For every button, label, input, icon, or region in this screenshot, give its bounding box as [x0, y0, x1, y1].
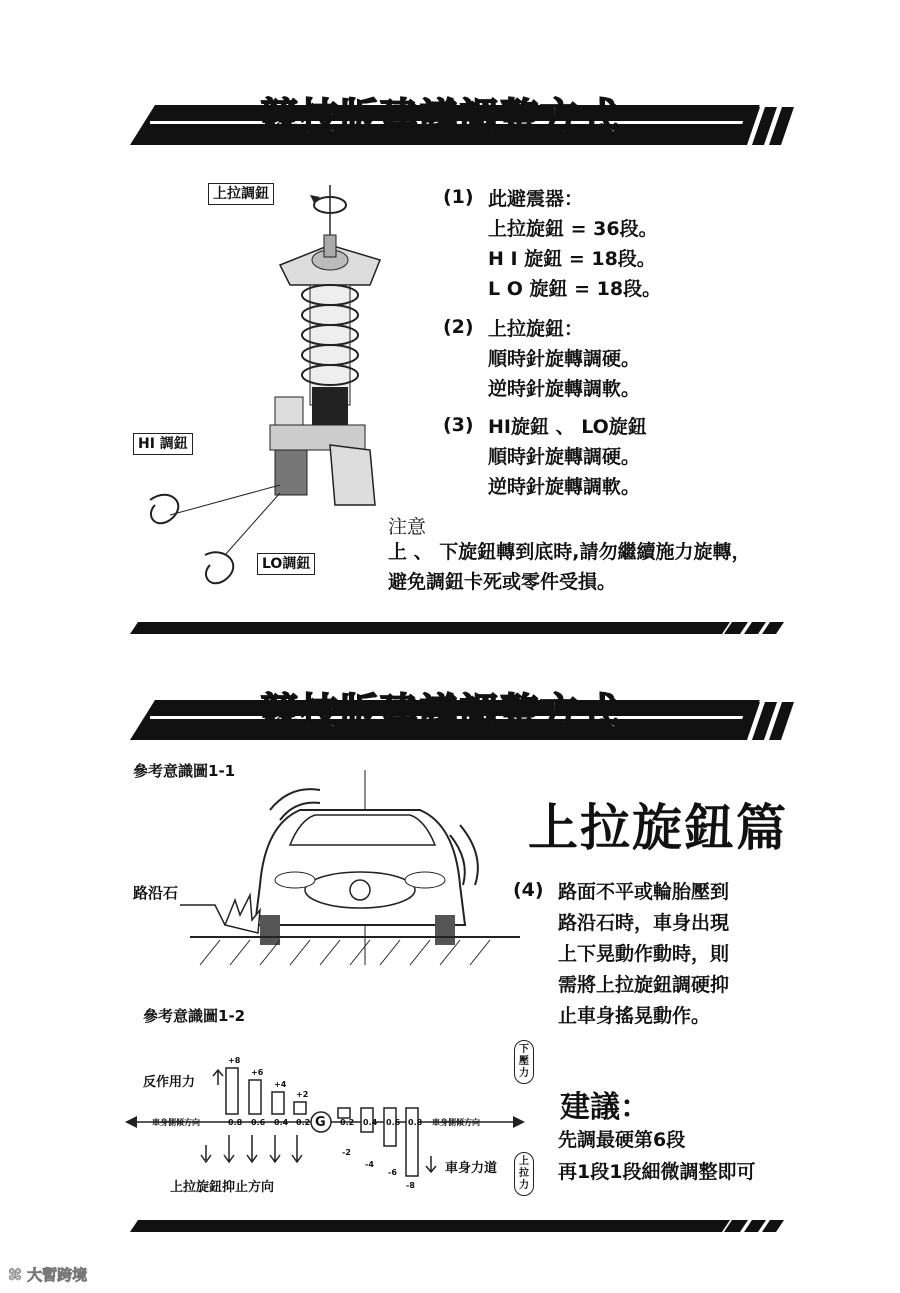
section2-divider [0, 1216, 900, 1236]
shock-absorber-illustration [130, 175, 390, 605]
up-tick-3: 0.4 [274, 1118, 289, 1127]
note-title: 注意 [388, 516, 427, 538]
reaction-force-label: 反作用力 [143, 1075, 196, 1090]
curb-label: 路沿石 [133, 884, 179, 902]
suggest-text: 先調最硬第6段 再1段1段細微調整即可 [558, 1129, 756, 1183]
down-value-1: -2 [342, 1148, 351, 1157]
watermark: ⌘ 大暫跨境 [8, 1266, 88, 1284]
down-press-tag: 下壓力 [514, 1040, 534, 1084]
up-tick-4: 0.2 [296, 1118, 311, 1127]
suggest-title: 建議： [560, 1090, 650, 1125]
car-curb-illustration [180, 765, 520, 975]
down-tick-1: 0.2 [340, 1118, 355, 1127]
item2-number: (2) [443, 316, 474, 338]
hi-knob-label: HI 調鈕 [133, 433, 193, 455]
lo-knob-label: LO調鈕 [257, 553, 315, 575]
watermark-logo-icon: ⌘ [8, 1266, 22, 1284]
center-g-label: G [315, 1115, 326, 1130]
body-force-label: 車身力道 [445, 1161, 498, 1176]
item4-text: 路面不平或輪胎壓到 路沿石時，車身出現 上下晃動作動時，則 需將上拉旋鈕調硬抑 止車身搖晃動作。 [558, 881, 730, 1027]
up-tick-2: 0.6 [251, 1118, 266, 1127]
down-tick-3: 0.6 [386, 1118, 401, 1127]
up-value-3: +4 [274, 1080, 287, 1089]
fig1-label: 參考意識圖1-1 [133, 762, 236, 780]
up-pull-tag: 上拉力 [514, 1152, 534, 1196]
note-text: 上 、 下旋鈕轉到底時,請勿繼續施力旋轉， 避免調鈕卡死或零件受損。 [388, 541, 751, 593]
up-value-4: +2 [296, 1090, 309, 1099]
down-tick-2: 0.4 [363, 1118, 378, 1127]
axis-right-label: 車身側傾方向 [432, 1118, 480, 1127]
pull-knob-heading: 上拉旋鈕篇 [528, 799, 788, 857]
section2-banner [0, 690, 900, 750]
up-value-2: +6 [251, 1068, 264, 1077]
item4-number: (4) [513, 879, 544, 901]
down-value-2: -4 [365, 1160, 374, 1169]
section2-title: 競技版建議調整方式 [259, 690, 620, 734]
section1-title: 競技版建議調整方式 [259, 95, 620, 139]
lo-rotate-arrow-icon [205, 552, 233, 583]
item1-text: 此避震器： 上拉旋鈕 = 36段。 H I 旋鈕 = 18段。 L O 旋鈕 = 18段。 [488, 188, 662, 300]
top-knob-label: 上拉調鈕 [208, 183, 274, 205]
item1-number: (1) [443, 186, 474, 208]
top-rotate-arrow-icon [310, 185, 346, 235]
fig2-label: 參考意識圖1-2 [143, 1007, 246, 1025]
item2-text: 上拉旋鈕： 順時針旋轉調硬。 逆時針旋轉調軟。 [488, 318, 641, 400]
down-value-3: -6 [388, 1168, 397, 1177]
axis-left-label: 車身側傾方向 [152, 1118, 200, 1127]
suppress-direction-label: 上拉旋鈕抑止方向 [170, 1180, 275, 1195]
up-value-1: +8 [228, 1056, 241, 1065]
section1-banner [0, 95, 900, 155]
item3-text: HI旋鈕 、 LO旋鈕 順時針旋轉調硬。 逆時針旋轉調軟。 [488, 416, 647, 498]
down-tick-4: 0.8 [408, 1118, 423, 1127]
hi-rotate-arrow-icon [150, 495, 178, 524]
item3-number: (3) [443, 414, 474, 436]
section1-divider [0, 618, 900, 638]
down-value-4: -8 [406, 1181, 415, 1190]
up-tick-1: 0.8 [228, 1118, 243, 1127]
